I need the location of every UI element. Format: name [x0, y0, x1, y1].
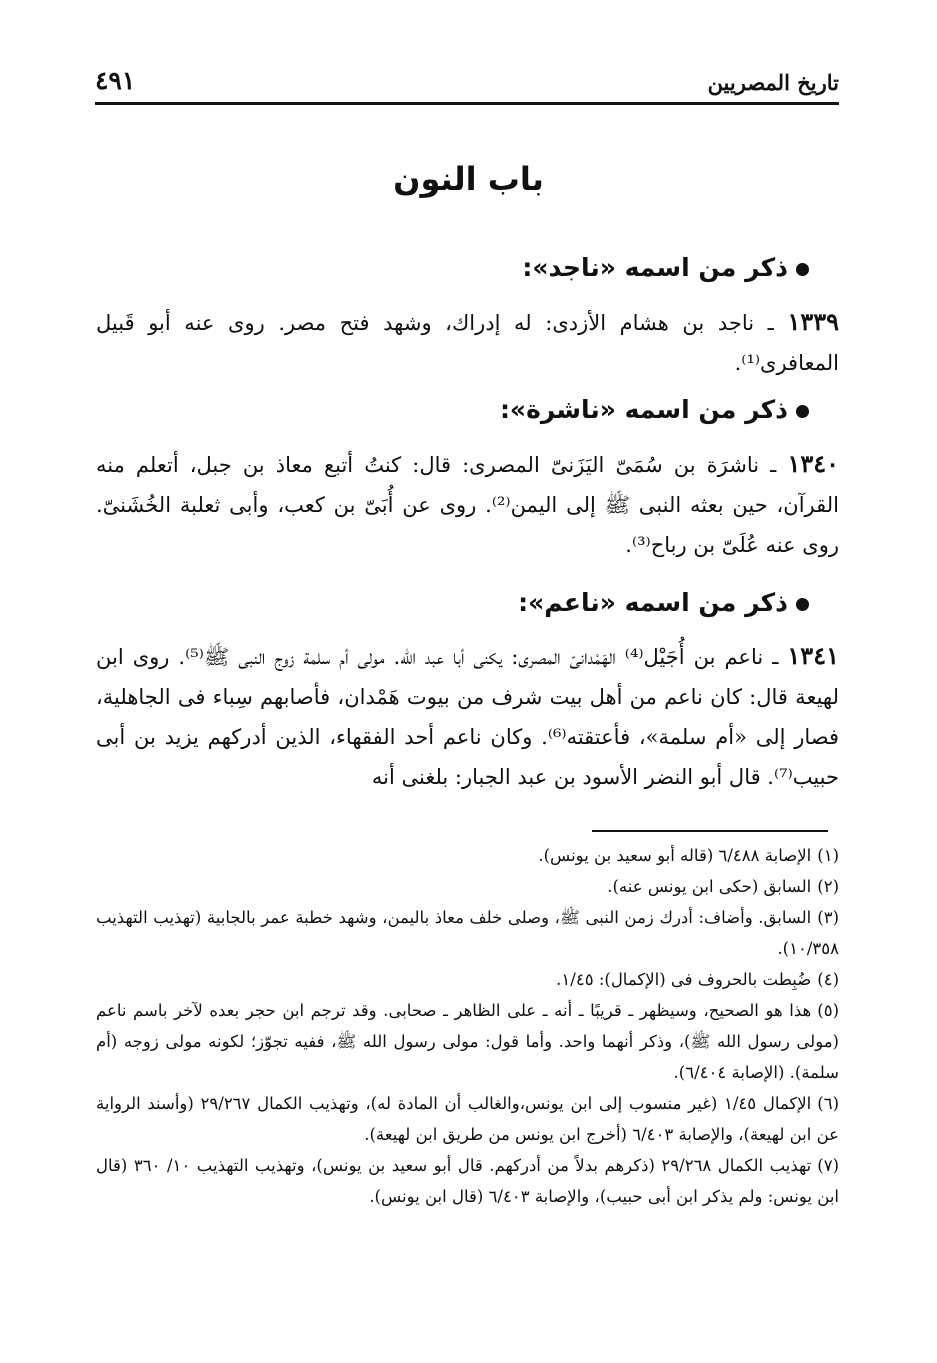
- chapter-title: باب النون: [393, 160, 544, 198]
- footnotes: [96, 840, 839, 1212]
- bullet-icon: [796, 598, 809, 611]
- footnote-text: الإكمال ١/٤٥ (غير منسوب إلى ابن يونس،والغالب أن المادة له)، وتهذيب الكمال ٢٩/٢٦٧ (وأسند الرواية عن ابن لهيعة)، والإصابة ٦/٤٠٣ (أخرج ابن يونس من طريق ابن لهيعة).: [96, 1094, 839, 1144]
- footnote-text: هذا هو الصحيح، وسيظهر ـ قريبًا ـ أنه ـ على الظاهر ـ صحابى. وقد ترجم ابن حجر بعده لآخر باسم ناعم (مولى رسول الله ﷺ)، وذكر أنهما واحد. وأما قول: مولى رسول الله ﷺ، ففيه تجوّز؛ لكونه مولى زوجه (أم سلمة). (الإصابة ٦/٤٠٤).: [96, 1001, 839, 1082]
- running-title: تاريخ المصريين: [707, 70, 839, 95]
- footnote: [96, 995, 839, 1088]
- entry-text: ـ ناجد بن هشام الأزدى: له إدراك، وشهد فتح مصر. روى عنه أبو قَبيل المعافرى⁽¹⁾.: [96, 311, 839, 375]
- bullet-icon: [796, 263, 809, 276]
- entry-number: ١٣٤١: [787, 641, 839, 670]
- footnote-number: (٧): [817, 1156, 839, 1175]
- footnote-number: (١): [817, 846, 839, 865]
- footnote-text: ضُبِطت بالحروف فى (الإكمال): ١/٤٥.: [556, 970, 812, 989]
- footnote: [96, 871, 839, 902]
- footnote: [96, 964, 839, 995]
- footnote: [96, 1150, 839, 1212]
- running-header: [95, 62, 839, 104]
- entry-text: ـ ناشرَة بن سُمَىّ اليَزَنىّ المصرى: قال: كنتُ أتبع معاذ بن جبل، أتعلم منه القرآن، حين بعثه النبى ﷺ إلى اليمن⁽²⁾. روى عن أُبَىّ بن كعب، وأبى ثعلبة الخُشَنىّ. روى عنه عُلَىّ بن رباح⁽³⁾.: [96, 453, 839, 557]
- entry-paragraph: [96, 444, 839, 565]
- footnote-number: (٢): [817, 877, 839, 896]
- footnote-number: (٤): [817, 970, 839, 989]
- section-heading: [500, 395, 809, 424]
- section-heading-text: ذكر من اسمه «ناجد»:: [522, 253, 788, 282]
- entry-paragraph: [96, 636, 839, 797]
- footnote-text: السابق (حكى ابن يونس عنه).: [607, 877, 812, 896]
- footnote-text: السابق. وأضاف: أدرك زمن النبى ﷺ، وصلى خلف معاذ باليمن، وشهد خطبة عمر بالجابية (تهذيب التهذيب ١٠/٣٥٨).: [96, 908, 839, 958]
- section-heading: [518, 588, 809, 617]
- footnote-number: (٣): [817, 908, 839, 927]
- section-heading-text: ذكر من اسمه «ناعم»:: [518, 588, 788, 617]
- entry-paragraph: [96, 302, 839, 383]
- footnote-text: الإصابة ٦/٤٨٨ (قاله أبو سعيد بن يونس).: [538, 846, 812, 865]
- entry-text: ـ ناعم بن أُجَيْل⁽⁴⁾ الهَمْدانىّ المصرى: يكنى أبا عبد الله. مولى أم سلمة زوج النبى ﷺ⁽⁵⁾. روى ابن لهيعة قال: كان ناعم من أهل بيت شرف من بيوت هَمْدان، فأصابهم سِباء فى الجاهلية، فصار إلى «أم سلمة»، فأعتقته⁽⁶⁾. وكان ناعم أحد الفقهاء، الذين أدركهم يزيد بن أبى حبيب⁽⁷⁾. قال أبو النضر الأسود بن عبد الجبار: بلغنى أنه: [96, 645, 840, 789]
- header-rule: [95, 102, 839, 105]
- entry-number: ١٣٤٠: [787, 449, 839, 478]
- footnote: [96, 1088, 839, 1150]
- footnote-number: (٦): [817, 1094, 840, 1113]
- entry-number: ١٣٣٩: [787, 307, 839, 336]
- section-heading: [522, 253, 809, 282]
- bullet-icon: [796, 405, 809, 418]
- section-heading-text: ذكر من اسمه «ناشرة»:: [499, 395, 788, 424]
- footnote-text: تهذيب الكمال ٢٩/٢٦٨ (ذكرهم بدلاً من أدركهم. قال أبو سعيد بن يونس)، وتهذيب التهذيب ١٠/ ٣٦٠ (قال ابن يونس: ولم يذكر ابن أبى حبيب)، والإصابة ٦/٤٠٣ (قال ابن يونس).: [96, 1156, 839, 1206]
- footnote: [96, 840, 839, 871]
- footnote-rule: [592, 830, 828, 832]
- footnote-number: (٥): [817, 1001, 839, 1020]
- page-number: ٤٩١: [95, 66, 136, 95]
- footnote: [96, 902, 839, 964]
